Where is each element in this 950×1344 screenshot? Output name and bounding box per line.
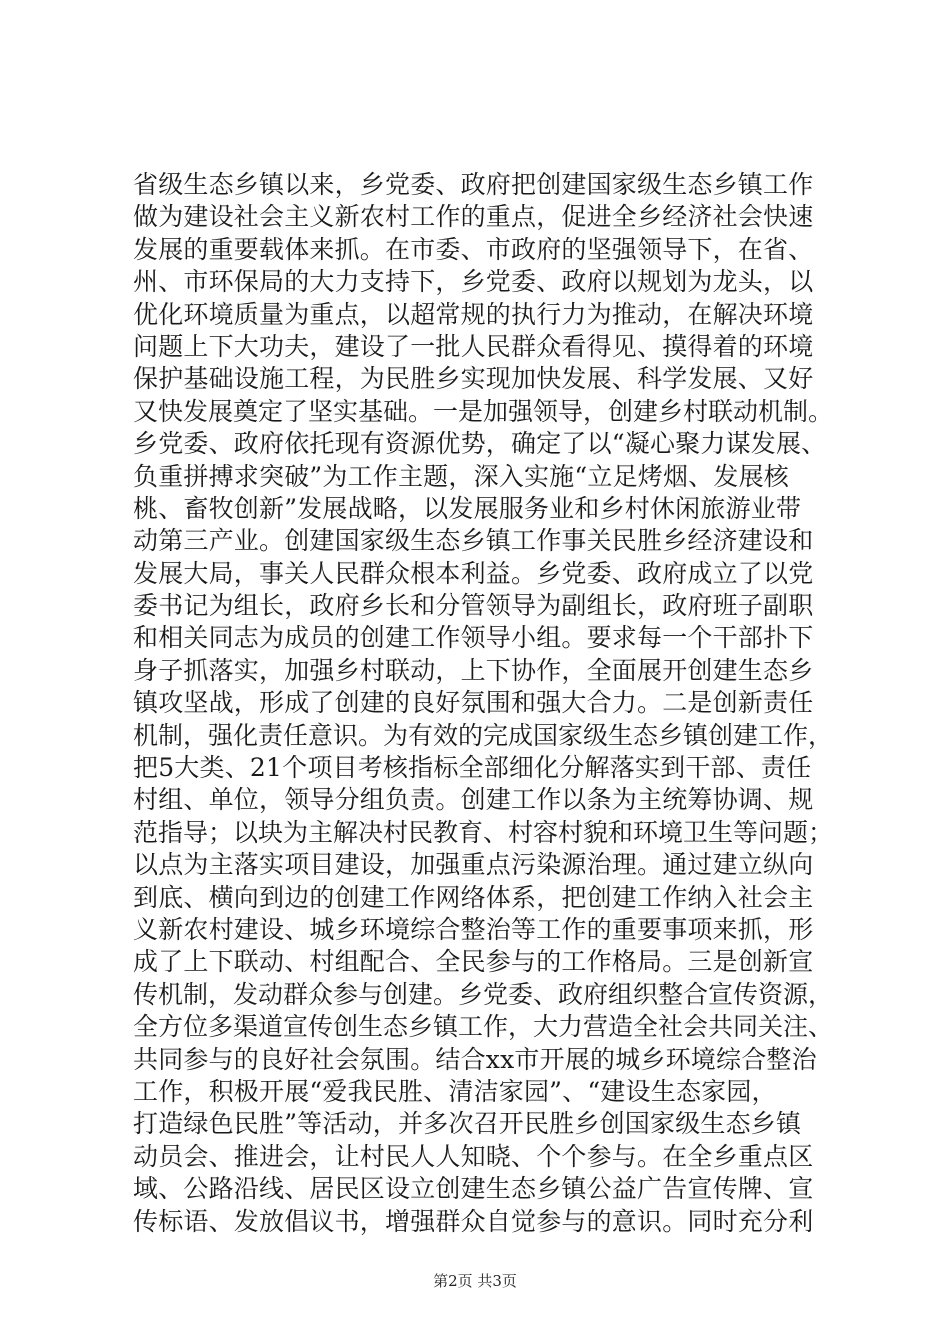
text-line: 全方位多渠道宣传创生态乡镇工作，大力营造全社会共同关注、 [133,1012,834,1042]
text-line: 动第三产业。创建国家级生态乡镇工作事关民胜乡经济建设和 [133,526,814,556]
text-line: 村组、单位，领导分组负责。创建工作以条为主统筹协调、规 [133,785,814,815]
text-line: 传标语、发放倡议书，增强群众自觉参与的意识。同时充分利 [133,1206,814,1236]
page-number-label: 第2页 共3页 [433,1272,517,1290]
text-line: 共同参与的良好社会氛围。结合xx市开展的城乡环境综合整治 [133,1044,817,1074]
text-line: 问题上下大功夫，建设了一批人民群众看得见、摸得着的环境 [133,331,814,361]
text-line: 省级生态乡镇以来，乡党委、政府把创建国家级生态乡镇工作 [133,170,814,199]
text-line: 乡党委、政府依托现有资源优势，确定了以“凝心聚力谋发展、 [133,429,827,459]
text-line: 机制，强化责任意识。为有效的完成国家级生态乡镇创建工作， [133,720,834,750]
text-line: 打造绿色民胜”等活动，并多次召开民胜乡创国家级生态乡镇 [133,1109,802,1139]
text-line: 身子抓落实，加强乡村联动，上下协作，全面展开创建生态乡 [133,655,814,685]
text-line: 镇攻坚战，形成了创建的良好氛围和强大合力。二是创新责任 [133,688,814,718]
text-line: 做为建设社会主义新农村工作的重点，促进全乡经济社会快速 [133,202,814,232]
text-line: 州、市环保局的大力支持下，乡党委、政府以规划为龙头，以 [133,267,814,297]
text-line: 和相关同志为成员的创建工作领导小组。要求每一个干部扑下 [133,623,814,653]
text-line: 发展大局，事关人民群众根本利益。乡党委、政府成立了以党 [133,558,814,588]
text-line: 到底、横向到边的创建工作网络体系，把创建工作纳入社会主 [133,882,814,912]
text-line: 义新农村建设、城乡环境综合整治等工作的重要事项来抓，形 [133,914,814,944]
text-line: 成了上下联动、村组配合、全民参与的工作格局。三是创新宣 [133,947,814,977]
text-line: 传机制，发动群众参与创建。乡党委、政府组织整合宣传资源， [133,979,834,1009]
text-line: 桃、畜牧创新”发展战略，以发展服务业和乡村休闲旅游业带 [133,493,802,523]
text-line: 域、公路沿线、居民区设立创建生态乡镇公益广告宣传牌、宣 [133,1174,814,1204]
text-line: 优化环境质量为重点，以超常规的执行力为推动，在解决环境 [133,299,814,329]
text-line: 保护基础设施工程，为民胜乡实现加快发展、科学发展、又好 [133,364,814,394]
text-line: 又快发展奠定了坚实基础。一是加强领导，创建乡村联动机制。 [133,396,834,426]
text-line: 委书记为组长，政府乡长和分管领导为副组长，政府班子副职 [133,591,814,621]
text-line: 工作，积极开展“爱我民胜、清洁家园”、“建设生态家园， [133,1076,777,1106]
text-line: 动员会、推进会，让村民人人知晓、个个参与。在全乡重点区 [133,1141,814,1171]
text-line: 把5大类、21个项目考核指标全部细化分解落实到干部、责任 [133,753,812,783]
page-footer [0,1272,950,1290]
text-line: 负重拼搏求突破”为工作主题，深入实施“立足烤烟、发展核 [133,461,789,491]
text-line: 范指导；以块为主解决村民教育、村容村貌和环境卫生等问题； [133,817,834,847]
text-line: 以点为主落实项目建设，加强重点污染源治理。通过建立纵向 [133,850,814,880]
text-line: 发展的重要载体来抓。在市委、市政府的坚强领导下，在省、 [133,234,814,264]
document-body [133,169,833,1238]
